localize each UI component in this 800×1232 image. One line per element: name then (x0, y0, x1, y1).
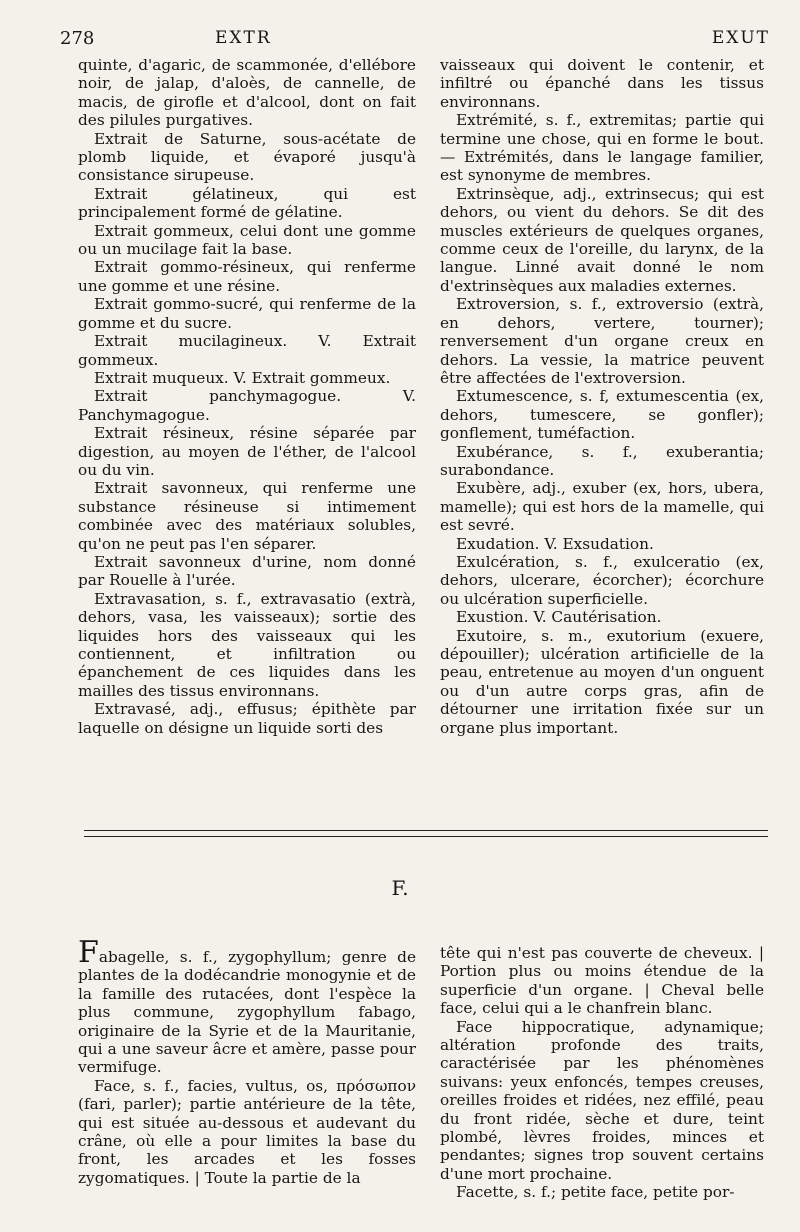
entry-paragraph: Exubère, adj., exuber (ex, hors, ubera, mamelle); qui est hors de la mamelle, qui est sevré. (440, 479, 764, 535)
entry-paragraph: Exutoire, s. m., exutorium (exuere, dépouiller); ulcération artificielle de la peau, entretenue au moyen d'un onguent ou d'un autre corps gras, afin de détourner une irritation fixée sur un organe plus important. (440, 626, 764, 737)
entry-paragraph: Extrait gommeux, celui dont une gomme ou un mucilage fait la base. (78, 221, 416, 259)
page-number: 278 (60, 28, 95, 49)
drop-cap: F (78, 935, 99, 970)
entry-paragraph: tête qui n'est pas couverte de cheveux. | Portion plus ou moins étendue de la superficie d'un organe. | Cheval belle face, celui qui a le chanfrein blanc. (440, 944, 764, 1018)
entry-paragraph: quinte, d'agaric, de scammonée, d'ellébore noir, de jalap, d'aloès, de cannelle, de macis, de girofle et d'alcool, dont on fait des pilules purgatives. (78, 56, 416, 130)
entry-paragraph: Extrait savonneux d'urine, nom donné par Rouelle à l'urée. (78, 552, 416, 590)
entry-paragraph: Extrait panchymagogue. V. Panchymagogue. (78, 387, 416, 424)
guide-word-left: EXTR (215, 28, 272, 48)
entry-paragraph: Extrait gommo-sucré, qui renferme de la gomme et du sucre. (78, 295, 416, 332)
entry-paragraph: Exustion. V. Cautérisation. (456, 608, 662, 627)
section-divider (84, 830, 768, 831)
entry-paragraph: Extrait résineux, résine séparée par digestion, au moyen de l'éther, de l'alcool ou du vin. (78, 424, 416, 479)
guide-word-right: EXUT (711, 28, 770, 48)
entry-paragraph: Extrait gommo-résineux, qui renferme une gomme et une résine. (78, 258, 416, 295)
entry-text: abagelle, s. f., zygophyllum; genre de plantes de la dodécandrie monogynie et de la famille des rutacées, dont l'espèce la plus commune, zygophyllum fabago, originaire de la Syrie et de la Mauritanie, qui a une saveur âcre et amère, passe pour vermifuge. (78, 948, 416, 1077)
entry-paragraph: Extrémité, s. f., extremitas; partie qui termine une chose, qui en forme le bout. — Extrémités, dans le langage familier, est synonyme de membres. (440, 111, 764, 185)
entry-paragraph: vaisseaux qui doivent le contenir, et infiltré ou épanché dans les tissus environnans. (440, 56, 764, 111)
entry-paragraph: Extravasation, s. f., extravasatio (extrà, dehors, vasa, les vaisseaux); sortie des liquides hors des vaisseaux qui les contiennent, et infiltration ou épanchement de ces liquides dans les mailles des tissus environnans. (78, 589, 416, 700)
entry-paragraph (78, 935, 416, 1077)
column-left-top (78, 56, 416, 737)
entry-paragraph: Extrait gélatineux, qui est principalement formé de gélatine. (78, 184, 416, 222)
entry-paragraph: Facette, s. f.; petite face, petite por- (456, 1183, 735, 1202)
entry-paragraph: Exubérance, s. f., exuberantia; surabondance. (440, 442, 764, 479)
column-left-bottom (78, 935, 416, 1187)
entry-paragraph: Face, s. f., facies, vultus, os, πρόσωπον (fari, parler); partie antérieure de la tête, qui est située au-dessous et audevant du crâne, où elle a pour limites la base du front, les arcades et les fosses zygomatiques. | Toute la partie de la (78, 1076, 416, 1187)
entry-paragraph: Extroversion, s. f., extroversio (extrà, en dehors, vertere, tourner); renversement d'un organe creux en dehors. La vessie, la matrice peuvent être affectées de l'extroversion. (440, 295, 764, 387)
column-right-top (440, 56, 764, 737)
section-letter: F. (391, 876, 409, 900)
entry-paragraph: Extravasé, adj., effusus; épithète par laquelle on désigne un liquide sorti des (78, 700, 416, 737)
running-header (60, 28, 770, 54)
section-divider (84, 836, 768, 837)
entry-paragraph: Exulcération, s. f., exulceratio (ex, dehors, ulcerare, écorcher); écorchure ou ulcération superficielle. (440, 552, 764, 608)
entry-paragraph: Extrait muqueux. V. Extrait gommeux. (94, 368, 391, 387)
entry-paragraph: Extrinsèque, adj., extrinsecus; qui est dehors, ou vient du dehors. Se dit des muscles extérieurs de quelques organes, comme ceux de l'oreille, du larynx, de la langue. Linné avait donné le nom d'extrinsèques aux maladies externes. (440, 184, 764, 295)
entry-paragraph: Extrait mucilagineux. V. Extrait gommeux. (78, 332, 416, 369)
entry-paragraph: Exudation. V. Exsudation. (456, 534, 654, 553)
entry-paragraph: Extrait de Saturne, sous-acétate de plomb liquide, et évaporé jusqu'à consistance sirupeuse. (78, 129, 416, 185)
entry-paragraph: Extumescence, s. f, extumescentia (ex, dehors, tumescere, se gonfler); gonflement, tuméfaction. (440, 387, 764, 443)
entry-paragraph: Extrait savonneux, qui renferme une substance résineuse si intimement combinée avec des matériaux solubles, qu'on ne peut pas l'en séparer. (78, 479, 416, 553)
column-right-bottom (440, 944, 764, 1202)
entry-paragraph: Face hippocratique, adynamique; altération profonde des traits, caractérisée par les phénomènes suivans: yeux enfoncés, tempes creuses, oreilles froides et ridées, nez effilé, peau du front ridée, sèche et dure, teint plombé, lèvres froides, minces et pendantes; signes trop souvent certains d'une mort prochaine. (440, 1017, 764, 1183)
